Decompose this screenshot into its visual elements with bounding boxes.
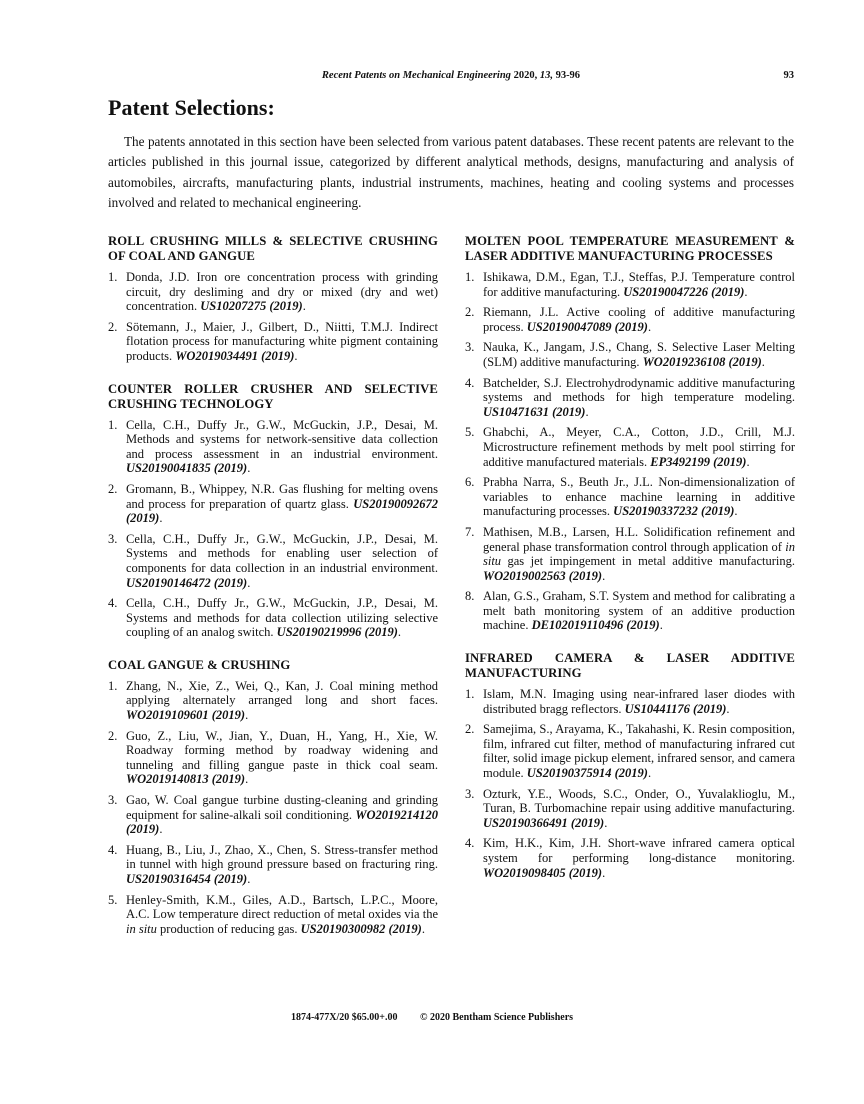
patent-entry: 1. Zhang, N., Xie, Z., Wei, Q., Kan, J. Coal mining method applying alternately arranged long and short faces. WO2019109601 (2019). — [108, 678, 438, 723]
patent-number: WO2019236108 (2019) — [642, 354, 762, 369]
entry-number: 4. — [108, 596, 118, 611]
entry-text: Zhang, N., Xie, Z., Wei, Q., Kan, J. Coal mining method applying alternately arranged long and short faces. — [126, 678, 438, 708]
entry-text: Mathisen, M.B., Larsen, H.L. Solidification refinement and general phase transformation control through application of — [483, 524, 795, 554]
italic-term: in situ — [126, 921, 157, 936]
issn-price: 1874-477X/20 $65.00+.00 — [290, 1012, 398, 1023]
entry-number: 1. — [465, 687, 475, 702]
entry-text-cont: production of reducing gas. — [156, 921, 301, 936]
volume: 13, — [539, 70, 553, 81]
entry-text: Samejima, S., Arayama, K., Takahashi, K. Resin composition, film, infrared cut filter, method of manufacturing infrared cut filter, solid image pickup element, infrared sensor, and camera module. — [483, 722, 795, 781]
entry-number: 8. — [465, 589, 475, 604]
entry-text: Huang, B., Liu, J., Zhao, X., Chen, S. Stress-transfer method in tunnel with high ground pressure based on fracturing ring. — [126, 842, 438, 872]
patent-number: US20190092672 (2019) — [126, 496, 438, 526]
patent-entry: 3. Cella, C.H., Duffy Jr., G.W., McGuckin, J.P., Desai, M. Systems and methods for enabling user selection of components for data collection in an industrial environment. US20190146472 (2019). — [108, 531, 438, 590]
entry-text: Prabha Narra, S., Beuth Jr., J.L. Non-dimensionalization of variables to enhance machine learning in additive manufacturing processes. — [483, 475, 795, 519]
entry-text: Islam, M.N. Imaging using near-infrared laser diodes with distributed bragg reflectors. — [483, 687, 795, 716]
entry-number: 5. — [465, 425, 475, 440]
patent-number: WO2019034491 (2019) — [175, 348, 295, 363]
patent-entry: 3. Nauka, K., Jangam, J.S., Chang, S. Selective Laser Melting (SLM) additive manufacturing. WO2019236108 (2019). — [465, 340, 795, 369]
copyright: © 2020 Bentham Science Publishers — [420, 1012, 574, 1023]
entry-number: 3. — [108, 531, 118, 546]
entry-number: 3. — [108, 793, 118, 808]
patent-entry: 1. Donda, J.D. Iron ore concentration process with grinding circuit, dry desliming and dry or mixed (dry and wet) concentration. US10207275 (2019). — [108, 270, 438, 314]
patent-entry: 4. Cella, C.H., Duffy Jr., G.W., McGuckin, J.P., Desai, M. Systems and methods for data collection utilizing selective coupling of an analog switch. US20190219996 (2019). — [108, 596, 438, 640]
patent-entry: 1. Islam, M.N. Imaging using near-infrared laser diodes with distributed bragg reflectors. US10441176 (2019). — [465, 687, 795, 716]
patent-number: EP3492199 (2019) — [650, 454, 747, 469]
patent-entry: 2. Gromann, B., Whippey, N.R. Gas flushing for melting ovens and process for preparation of quartz glass. US20190092672 (2019). — [108, 481, 438, 526]
entry-text: Batchelder, S.J. Electrohydrodynamic additive manufacturing systems and methods for high temperature modeling. — [483, 375, 795, 405]
patent-number: US20190047089 (2019) — [526, 319, 648, 334]
year: 2020, — [513, 70, 538, 81]
patent-entry: 8. Alan, G.S., Graham, S.T. System and method for calibrating a melt bath monitoring system of an additive production machine. DE102019110496 (2019). — [465, 589, 795, 633]
patent-entry: 2. Sötemann, J., Maier, J., Gilbert, D., Niitti, T.M.J. Indirect flotation process for manufacturing white pigment containing products. WO2019034491 (2019). — [108, 319, 438, 363]
patent-number: US20190337232 (2019) — [613, 504, 735, 519]
patent-entry: 4. Batchelder, S.J. Electrohydrodynamic additive manufacturing systems and methods for high temperature modeling. US10471631 (2019). — [465, 375, 795, 419]
entry-number: 3. — [465, 786, 475, 801]
patent-number: WO2019140813 (2019) — [126, 772, 246, 787]
patent-section — [108, 658, 438, 937]
section-heading: COAL GANGUE & CRUSHING — [108, 657, 291, 672]
entry-number: 1. — [108, 417, 118, 432]
journal-citation — [108, 70, 794, 81]
entry-text: Guo, Z., Liu, W., Jian, Y., Duan, H., Yang, H., Xie, W. Roadway forming method by roadway widening and tunneling and filling gangue paste in thick coal seam. — [126, 728, 438, 772]
patent-entry: 3. Gao, W. Coal gangue turbine dusting-cleaning and grinding equipment for saline-alkali soil conditioning. WO2019214120 (2019). — [108, 793, 438, 837]
patent-section — [108, 234, 438, 364]
entry-text: Cella, C.H., Duffy Jr., G.W., McGuckin, J.P., Desai, M. Methods and systems for network-sensitive data collection and process assessment in an industrial environment. — [126, 417, 438, 461]
section-heading: COUNTER ROLLER CRUSHER AND SELECTIVE CRUSHING TECHNOLOGY — [108, 381, 438, 411]
entry-number: 1. — [108, 678, 118, 693]
entry-text: Cella, C.H., Duffy Jr., G.W., McGuckin, J.P., Desai, M. Systems and methods for data collection utilizing selective coupling of an analog switch. — [126, 596, 438, 640]
entry-text: Sötemann, J., Maier, J., Gilbert, D., Niitti, T.M.J. Indirect flotation process for manufacturing white pigment containing products. — [126, 319, 438, 363]
patent-number: US20190375914 (2019) — [526, 766, 648, 781]
patent-entry: 5. Henley-Smith, K.M., Giles, A.D., Bartsch, L.P.C., Moore, A.C. Low temperature direct reduction of metal oxides via the in situ production of reducing gas. US20190300982 (2019). — [108, 892, 438, 936]
patent-entry: 7. Mathisen, M.B., Larsen, H.L. Solidification refinement and general phase transformation control through application of in situ gas jet impingement in metal additive manufacturing. WO2019002563 (2019). — [465, 524, 795, 583]
footer — [0, 1012, 864, 1023]
patent-number: WO2019214120 (2019) — [126, 807, 438, 837]
page-number: 93 — [783, 70, 794, 81]
patent-number: DE102019110496 (2019) — [531, 618, 660, 633]
section-heading: INFRARED CAMERA & LASER ADDITIVE MANUFACTURING — [465, 651, 795, 681]
patent-number: US20190316454 (2019) — [126, 872, 248, 886]
entry-text: Ishikawa, D.M., Egan, T.J., Steffas, P.J. Temperature control for additive manufacturing. — [483, 270, 795, 299]
left-column — [108, 234, 438, 954]
entry-number: 1. — [465, 270, 475, 284]
patent-number: WO2019002563 (2019) — [483, 568, 603, 583]
patent-entry: 4. Kim, H.K., Kim, J.H. Short-wave infrared camera optical system for performing long-distance monitoring. WO2019098405 (2019). — [465, 836, 795, 880]
entry-text: Donda, J.D. Iron ore concentration process with grinding circuit, dry desliming and dry or mixed (dry and wet) concentration. — [126, 270, 438, 314]
journal-name: Recent Patents on Mechanical Engineering — [321, 70, 511, 81]
entry-text: Alan, G.S., Graham, S.T. System and method for calibrating a melt bath monitoring system of an additive production machine. — [483, 589, 795, 633]
patent-section — [108, 382, 438, 640]
patent-number: US10441176 (2019) — [624, 701, 727, 716]
patent-entry: 2. Riemann, J.L. Active cooling of additive manufacturing process. US20190047089 (2019). — [465, 305, 795, 334]
entry-text: Cella, C.H., Duffy Jr., G.W., McGuckin, J.P., Desai, M. Systems and methods for enabling user selection of components for data collection in an industrial environment. — [126, 531, 438, 575]
entry-number: 6. — [465, 475, 475, 490]
entry-number: 7. — [465, 524, 475, 539]
patent-number: US20190300982 (2019) — [300, 921, 422, 936]
patent-entry: 1. Cella, C.H., Duffy Jr., G.W., McGuckin, J.P., Desai, M. Methods and systems for network-sensitive data collection and process assessment in an industrial environment. US20190041835 (2019). — [108, 417, 438, 476]
entry-text: Ghabchi, A., Meyer, C.A., Cotton, J.D., Crill, M.J. Microstructure refinement methods by melt pool stirring for additive manufactured materials. — [483, 425, 795, 469]
entry-number: 3. — [465, 340, 475, 355]
patent-number: US10207275 (2019) — [200, 299, 303, 314]
patent-entry: 1. Ishikawa, D.M., Egan, T.J., Steffas, P.J. Temperature control for additive manufacturing. US20190047226 (2019). — [465, 270, 795, 299]
patent-number: WO2019098405 (2019) — [483, 865, 603, 880]
italic-term: in situ — [483, 539, 795, 569]
pages: 93-96 — [555, 70, 581, 81]
intro-paragraph: The patents annotated in this section have been selected from various patent databases. These recent patents are relevant to the articles published in this journal issue, categorized by different analytical methods, designs, manufacturing and analysis of automobiles, aircrafts, manufacturing plants, industrial instruments, machines, heating and cooling systems and processes involved and related to mechanical engineering. — [108, 134, 794, 210]
patent-number: US10471631 (2019) — [483, 404, 586, 419]
right-column — [465, 234, 795, 898]
patent-section — [465, 651, 795, 880]
entry-number: 4. — [465, 836, 475, 851]
entry-text: Ozturk, Y.E., Woods, S.C., Onder, O., Yuvalaklioglu, M., Turan, B. Turbomachine repair using additive manufacturing. — [483, 786, 795, 816]
entry-number: 2. — [465, 305, 475, 320]
patent-entry: 2. Samejima, S., Arayama, K., Takahashi, K. Resin composition, film, infrared cut filter, method of manufacturing infrared cut filter, solid image pickup element, infrared sensor, and camera module. US20190375914 (2019). — [465, 722, 795, 781]
patent-entry: 5. Ghabchi, A., Meyer, C.A., Cotton, J.D., Crill, M.J. Microstructure refinement methods by melt pool stirring for additive manufactured materials. EP3492199 (2019). — [465, 425, 795, 469]
patent-entry: 4. Huang, B., Liu, J., Zhao, X., Chen, S. Stress-transfer method in tunnel with high ground pressure based on fracturing ring. US20190316454 (2019). — [108, 842, 438, 886]
patent-number: US20190366491 (2019) — [483, 815, 605, 830]
patent-section — [465, 234, 795, 633]
entry-text: Kim, H.K., Kim, J.H. Short-wave infrared camera optical system for performing long-distance monitoring. — [483, 836, 795, 865]
entry-number: 1. — [108, 270, 118, 284]
patent-number: US20190047226 (2019) — [623, 284, 745, 299]
entry-number: 5. — [108, 892, 118, 907]
patent-number: US20190146472 (2019) — [126, 575, 248, 590]
entry-number: 4. — [108, 842, 118, 857]
entry-number: 2. — [108, 481, 118, 496]
entry-number: 2. — [108, 728, 118, 743]
entry-text: Henley-Smith, K.M., Giles, A.D., Bartsch, L.P.C., Moore, A.C. Low temperature direct reduction of metal oxides via the — [126, 892, 438, 922]
patent-number: US20190041835 (2019) — [126, 461, 248, 476]
entry-text: Nauka, K., Jangam, J.S., Chang, S. Selective Laser Melting (SLM) additive manufacturing. — [483, 340, 795, 369]
entry-text-cont: gas jet impingement in metal additive manufacturing. — [501, 554, 795, 569]
page-title: Patent Selections: — [108, 95, 275, 120]
entry-number: 4. — [465, 375, 475, 390]
patent-entry: 2. Guo, Z., Liu, W., Jian, Y., Duan, H., Yang, H., Xie, W. Roadway forming method by roadway widening and tunneling and filling gangue paste in thick coal seam. WO2019140813 (2019). — [108, 728, 438, 787]
patent-number: US20190219996 (2019) — [276, 625, 398, 640]
entry-text: Riemann, J.L. Active cooling of additive manufacturing process. — [483, 305, 795, 334]
patent-entry: 3. Ozturk, Y.E., Woods, S.C., Onder, O., Yuvalaklioglu, M., Turan, B. Turbomachine repair using additive manufacturing. US20190366491 (2019). — [465, 786, 795, 830]
section-heading: ROLL CRUSHING MILLS & SELECTIVE CRUSHING OF COAL AND GANGUE — [108, 234, 438, 263]
entry-text: Gao, W. Coal gangue turbine dusting-cleaning and grinding equipment for saline-alkali soil conditioning. — [126, 793, 438, 822]
entry-number: 2. — [465, 722, 475, 737]
patent-entry: 6. Prabha Narra, S., Beuth Jr., J.L. Non-dimensionalization of variables to enhance machine learning in additive manufacturing processes. US20190337232 (2019). — [465, 475, 795, 519]
entry-number: 2. — [108, 319, 118, 334]
patent-number: WO2019109601 (2019) — [126, 708, 246, 723]
section-heading: MOLTEN POOL TEMPERATURE MEASUREMENT & LASER ADDITIVE MANUFACTURING PROCESSES — [465, 234, 795, 263]
entry-text: Gromann, B., Whippey, N.R. Gas flushing for melting ovens and process for preparation of quartz glass. — [126, 481, 438, 511]
